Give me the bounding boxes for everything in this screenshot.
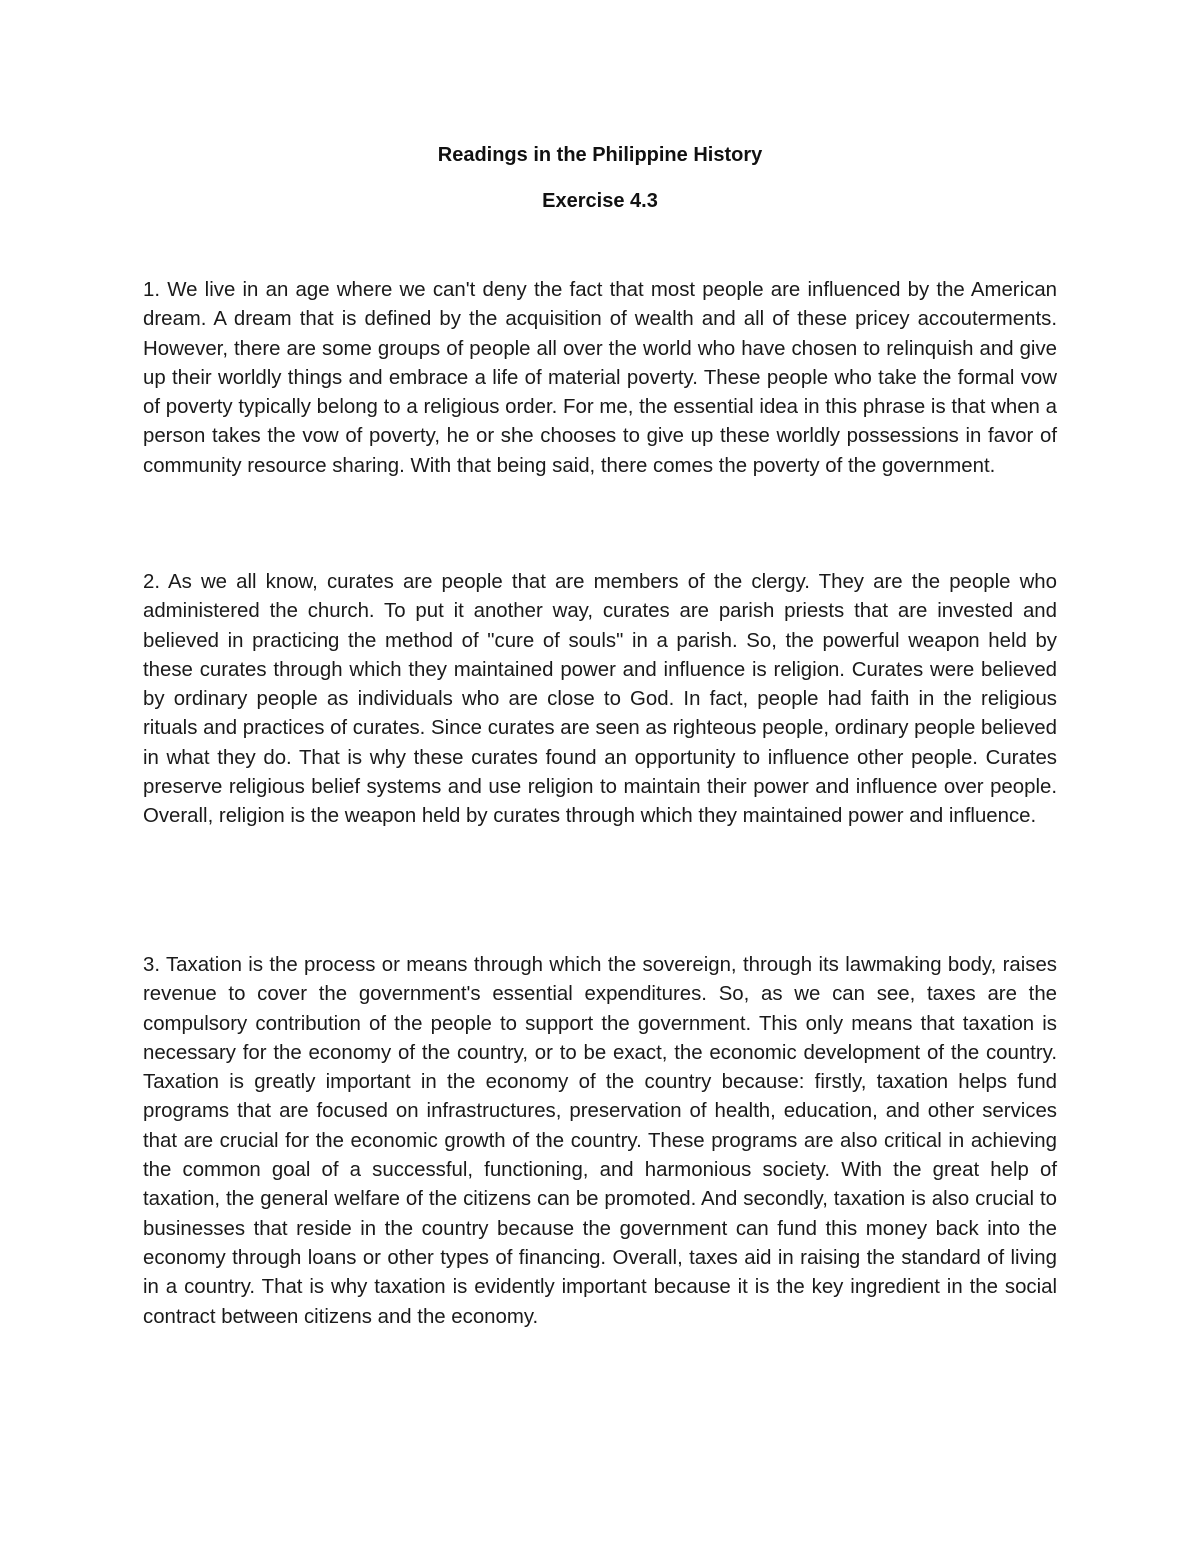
answer-paragraph-2: 2. As we all know, curates are people that are members of the clergy. They are the people who administered the church. To put it another way, curates are parish priests that are invested and believed in practicing the method of "cure of souls" in a parish. So, the powerful weapon held by these curates through which they maintained power and influence is religion. Curates were believed by ordinary people as individuals who are close to God. In fact, people had faith in the religious rituals and practices of curates. Since curates are seen as righteous people, ordinary people believed in what they do. That is why these curates found an opportunity to influence other people. Curates preserve religious belief systems and use religion to maintain their power and influence over people. Overall, religion is the weapon held by curates through which they maintained power and influence.: [143, 571, 1057, 828]
exercise-subtitle: Exercise 4.3: [542, 190, 658, 212]
answer-paragraph-3: 3. Taxation is the process or means through which the sovereign, through its lawmaking body, raises revenue to cover the government's essential expenditures. So, as we can see, taxes are the compulsory contribution of the people to support the government. This only means that taxation is necessary for the economy of the country, or to be exact, the economic development of the country. Taxation is greatly important in the economy of the country because: firstly, taxation helps fund programs that are focused on infrastructures, preservation of health, education, and other services that are crucial for the economic growth of the country. These programs are also critical in achieving the common goal of a successful, functioning, and harmonious society. With the great help of taxation, the general welfare of the citizens can be promoted. And secondly, taxation is also crucial to businesses that reside in the country because the government can fund this money back into the economy through loans or other types of financing. Overall, taxes aid in raising the standard of living in a country. That is why taxation is evidently important because it is the key ingredient in the social contract between citizens and the economy.: [143, 954, 1057, 1328]
document-title: Readings in the Philippine History: [437, 144, 763, 166]
answer-paragraph-1: 1. We live in an age where we can't deny the fact that most people are influenced by the American dream. A dream that is defined by the acquisition of wealth and all of these pricey accouterments. However, there are some groups of people all over the world who have chosen to relinquish and give up their worldly things and embrace a life of material poverty. These people who take the formal vow of poverty typically belong to a religious order. For me, the essential idea in this phrase is that when a person takes the vow of poverty, he or she chooses to give up these worldly possessions in favor of community resource sharing. With that being said, there comes the poverty of the government.: [143, 279, 1057, 477]
